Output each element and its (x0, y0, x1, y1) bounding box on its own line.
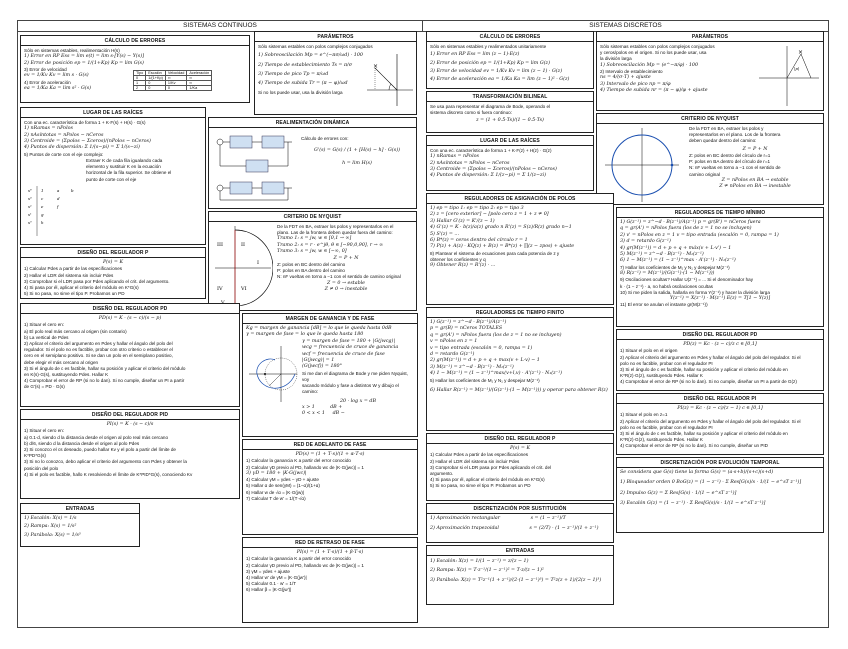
text-line: horizontal de la fila superior. Se obtiene el (86, 170, 172, 176)
box-title: ENTRADAS (21, 505, 139, 514)
box-title: RED DE ADELANTO DE FASE (243, 441, 417, 450)
svg-text:I: I (257, 260, 259, 266)
header-continuos: SISTEMAS CONTINUOS (18, 21, 423, 32)
formula-line: Y(z⁻¹) = X(z⁻¹) · M(z⁻¹) E(z) = T[1 − Y(z)] (669, 296, 771, 302)
formula-line: 1) nRamas = nPolos (430, 154, 479, 160)
formula-line: Tramo 1: s = jw, w ∈ [0,1 → ∞] (277, 236, 352, 242)
text-line: posición del polo (24, 465, 59, 471)
text-line: K*PD*G(s) (24, 453, 46, 459)
text-line: 3) γM = γdes + ajuste (246, 568, 290, 574)
table-cell: 0 (146, 81, 166, 86)
box-nyquist-continuo (208, 211, 417, 311)
table-header: Escalón (146, 71, 166, 76)
text-line: 1) Situar el cero en: (24, 322, 65, 328)
text-line: b) La vertical de Pdes (24, 334, 69, 340)
formula-line: 5) S'(z) = ... (430, 231, 459, 237)
text-line: K*R(z)·G(z), sustituyendo Pdes. Hallar K (620, 373, 703, 379)
box-lugar-raices-discreto (426, 135, 594, 191)
table-cell: 0 (146, 86, 166, 91)
z-plane-pole-diagram (757, 44, 821, 108)
formula-line: p = gr(B) = nCeros TOTALES (430, 326, 503, 332)
formula-line: 1) Sobreoscilación Mp = e^(−πσ/ωd) · 100 (258, 53, 363, 59)
formula-line: Tramo 2: s = r · e^jθ, θ ∈ [−90,0,90], r → ∞ (277, 242, 384, 248)
formula-line: Z = nPolos en BA → estable (721, 177, 789, 183)
box-title: CÁLCULO DE ERRORES (21, 37, 249, 46)
nyquist-margin-diagram (247, 344, 299, 404)
text-line: 4) Calcular γM = γdes − γD + ajuste (246, 477, 319, 483)
text-line: b) d/6, siendo d la distancia desde el origen al polo Pdes (24, 440, 140, 446)
table-cell: 2 (134, 86, 146, 91)
formula-line: G'(s) = G(s) / (1 + [H(s) − h] · G(s)) (314, 148, 400, 154)
text-line: polo no es factible, probar con el regulador PI (620, 360, 713, 366)
formula-line: 3) Parábola: X(z) = T²z⁻¹(1 + z⁻¹)/(2·(1 − z⁻¹)³) = T²z(z + 1)/(2(z − 1)³) (430, 577, 602, 583)
routh-table-figure (27, 186, 83, 236)
text-line: plano. Las de la frontera deben quedar fuera del camino: (277, 230, 393, 236)
header-discretos: SISTEMAS DISCRETOS (423, 21, 828, 32)
formula-line: 6) 1 − M(z⁻¹) = (1 − z⁻¹)^max · A'(z⁻¹) · N₁(z⁻¹) (620, 258, 736, 264)
box-title: DISEÑO DEL REGULADOR P (21, 249, 205, 258)
svg-text:g: g (41, 212, 44, 217)
formula-line: h = lim H(s) (342, 160, 372, 166)
text-line: 4) Si pasa por él, aplicar el criterio del módulo en K*G(s) (24, 285, 139, 291)
formula-line: 2) Tiempo de establecimiento Ts = π/σ (258, 62, 353, 68)
formula-line: 3) d = retardo G(z⁻¹) (620, 239, 671, 245)
formula-line: |G(jwcg)| = 1 (302, 358, 335, 364)
formula-line: PD(s) = K · (s − c)/(s − p) (98, 316, 162, 321)
text-line: 3) Error de velocidad (24, 67, 67, 73)
cheat-sheet-page (17, 20, 829, 628)
formula-line: 0 < x < 1 dB − (302, 411, 345, 417)
formula-line: 3) Centroide = (Σpolos − Σceros)/(nPolos − nCeros) (430, 167, 557, 173)
box-realimentacion-dinamica (208, 117, 417, 209)
table-cell: ∞ (187, 81, 212, 86)
formula-line: ea = 1/Ka Ka = lim s² · G(s) (24, 85, 92, 91)
formula-line: 9) Obtener R(z) = R'(z) · ... (430, 263, 496, 269)
formula-line: 2) Error de posición ep = 1/(1+Kp) Kp = lim G(z) (430, 60, 550, 66)
text-line: de G'(s) = PD · G(s) (24, 384, 65, 390)
text-line: 4) Si el polo es factible, hallo K resolviendo el límite de K*PID*G(s), conociendo Kv (24, 471, 193, 477)
text-line: 4) Hallar w' de γM = |K·G(jw')| (246, 575, 307, 581)
text-line: 6) Hallar β = |K·G(jw')| (246, 587, 292, 593)
text-line: 10) Si me piden la salida, hallarla en forma Y(z⁻¹) y hacer la división larga (620, 289, 770, 295)
text-line: polo no es factible, probar con el regulador PI (620, 424, 713, 430)
svg-text:f: f (57, 204, 59, 209)
formula-line: 1) Error en RP Ess = lim e(t) = lim s·[Y(s) − Y(s)] (24, 54, 144, 60)
box-title: MARGEN DE GANANCIA Y DE FASE (243, 315, 417, 324)
box-parametros-discreto (596, 31, 824, 111)
text-line: cero en el semiplano positivo. Si se dan un polo en el semiplano positivo, (24, 353, 173, 359)
text-line: 2) Hallar el LDR del sistema sin incluir Pdes (24, 272, 114, 278)
formula-line: 2) Rampa: X(z) = T·z⁻¹/(1 − z⁻¹)² = T·z/(z − 1)² (430, 568, 544, 574)
formula-line: γ = margen de fase = 180 + |G(jwcg)| (302, 338, 395, 344)
formula-line: 2) Rampa: X(s) = 1/s² (24, 524, 77, 530)
text-line: a) El polo real más cercano al origen (sin contario) (24, 328, 127, 334)
text-line: Z: polos en BC dentro del camino (277, 262, 346, 268)
formula-line: 3) Error de velocidad ev = 1/Kv Kv = lim (z − 1) · G(z) (430, 69, 563, 75)
text-line: 1) Calcular la ganancia K a partir del error conocido (246, 556, 351, 562)
formula-line: 2) nAsíntotas = nPolos − nCeros (430, 160, 510, 166)
formula-line: 3) Escalón G(z) = (1 − z⁻¹) · Σ Res[G(s)/s · 1/(1 − e^sT z⁻¹)] (620, 501, 766, 507)
formula-line: v = nPolos en z = 1 (430, 339, 478, 345)
formula-line: 4) 1 − M(z⁻¹) = (1 − z⁻¹)^max(v+l,v) · A'(z⁻¹) · N₁(z⁻¹) (430, 371, 562, 377)
formula-line: PI(s) = K · (s − c)/s (106, 422, 154, 427)
svg-text:s¹: s¹ (28, 212, 32, 217)
formula-line: 1) Error en RP Ess = lim (z − 1)·E(z) (430, 52, 520, 58)
table-cell: 1/(1+Kp) (146, 76, 166, 81)
svg-text:a: a (57, 188, 60, 193)
text-line: 2) Aplicar el criterio del argumento en Pdes y hallar el ángulo del polo del regulador. Si el (620, 354, 801, 360)
text-line: 5) Puntos de corte con el eje complejo: (24, 151, 104, 157)
formula-line: Z ≠ 0 → inestable (324, 287, 368, 293)
text-line: Sólo sistemas estables con polos complejos conjugados (258, 44, 373, 49)
formula-line: 1) G(z⁻¹) = z^−d · B(z⁻¹)/A(z⁻¹) p = gr(B') = nCeros fuera (620, 220, 761, 225)
text-line: 4) Error de aceleración (24, 79, 71, 85)
box-title: RED DE RETRASO DE FASE (243, 539, 417, 548)
formula-line: 6) Hallar R(z⁻¹) = M(z⁻¹)/(G(z⁻¹)·(1 − M(z⁻¹))) y operar para obtener R(z) (430, 387, 608, 393)
box-title: CRITERIO DE NYQUIST (209, 213, 416, 222)
box-nyquist-discreto (596, 113, 824, 205)
text-line: y ceros/polos en el origen. Si no los puede usar, usa (600, 50, 707, 56)
formula-line: 4) G'(z) = K · b(z)/a(z) grado n R'(z) = S(z)/R(z) grado n−1 (430, 225, 572, 231)
box-title: REGULADORES DE ASIGNACIÓN DE POLOS (427, 195, 613, 204)
formula-line: d = retardo G(z⁻¹) (430, 352, 475, 358)
formula-line: 1) Sobreoscilación Mp = (e^−π/φ) · 100 (600, 62, 699, 68)
text-line: 7) Hallar los coeficientes de M₁ y N₁ y despejar M(z⁻¹) (620, 264, 730, 270)
svg-text:e: e (41, 204, 44, 209)
formula-line: 2) Impulso G(z) = Σ Res[G(s) · 1/(1 − e^sT z⁻¹)] (620, 490, 737, 496)
box-title: CÁLCULO DE ERRORES (427, 33, 593, 42)
svg-text:II: II (241, 242, 245, 248)
formula-line: 7) P(z) + A(z) · KQ(z) + B(z) = B*(z) + ∏(z − zpos) + ajuste (430, 244, 575, 250)
formula-line: 8) R(z⁻¹) = M(z⁻¹)/(G(z⁻¹)·(1 − M(z⁻¹))) (620, 271, 715, 277)
table-cell: 1/Kv (165, 81, 186, 86)
svg-text:s²: s² (28, 204, 32, 209)
svg-text:×: × (798, 49, 804, 56)
formula-line: 2) v' = nPolos en z = 1 v = tipo entrada (escalón = 0, rampa = 1) (620, 232, 779, 238)
box-disenyo-pi-discreto (616, 393, 824, 455)
formula-line: PI(s) = (1 + T·s)/(1 + β·T·s) (296, 550, 364, 555)
svg-text:d: d (57, 196, 60, 201)
text-line: Sólo en sistemas estables y realimentados unitariamente (430, 44, 547, 49)
formula-line: P(s) = K (102, 260, 124, 265)
box-tiempo-minimo (616, 207, 824, 327)
box-title: DISCRETIZACIÓN POR EVOLUCIÓN TEMPORAL (617, 459, 823, 468)
formula-line: q = gr(A') = nPolos fuera (los de z = 1 no se incluyen) (620, 226, 752, 232)
text-line: N: nF vueltas en torno a −1 con el sentido de camino original (277, 274, 401, 280)
table-cell: ∞ (165, 76, 186, 81)
text-line: Se usa para representar el diagrama de Bode, operando el (430, 104, 551, 109)
text-line: Sólo en sistemas estables, realimentación H(s) (24, 48, 120, 53)
svg-text:|p|: |p| (794, 66, 800, 71)
formula-line: q = gr(A') = nPolos fuera (los de z = 1 no se incluyen) (430, 332, 562, 338)
box-parametros-continuo (254, 31, 417, 115)
text-line: Z: polos en BC dentro del círculo de r=1 (689, 153, 771, 159)
box-title: DISCRETIZACIÓN POR SUSTITUCIÓN (427, 505, 613, 514)
table-cell: 0 (165, 86, 186, 91)
svg-text:VI: VI (241, 286, 247, 292)
formula-line: 1) Escalón: X(s) = 1/s (24, 516, 77, 521)
formula-line: 2) Error de posición ep = 1/(1+Kp) Kp = lim G(s) (24, 60, 144, 66)
box-entradas-discreto (426, 545, 614, 605)
text-line: 4) Comprobar el error de RP (si no lo dan). Si no cumple, diseñar un PI a partir de G(z) (620, 379, 797, 385)
formula-line: γ = margen de fase = lo que le queda hasta 180 (246, 332, 364, 338)
formula-line: 4) Error de aceleración ea = 1/Ka Ka = lim (z − 1)² · G(z) (430, 77, 570, 83)
box-transformacion-bilineal (426, 91, 594, 133)
formula-line: 3) Hallar G'(z) = K'/(z − 1) (430, 218, 495, 224)
text-line: 5) Si no pasa, no sirve el tipo P. Probamos un PD (430, 483, 531, 489)
text-line: 8) Plantear el sistema de ecuaciones para cada potencia de z y (430, 250, 560, 256)
box-title: DISEÑO DEL REGULADOR PID (21, 411, 239, 420)
box-discretizacion-evolucion (616, 457, 824, 533)
box-disenyo-pd-discreto (616, 329, 824, 391)
text-line: 5) Si no pasa, no sirve el tipo P. Probamos un PD (24, 291, 125, 297)
text-line: 3) Si no lo conozco, debo aplicar el criterio del argumento con Pdes y obtener la (24, 459, 187, 465)
text-line: Si no los puede usar, usa la división larga (258, 89, 343, 95)
svg-text:h: h (41, 220, 44, 225)
text-line: 11) El error se anulan el instante gr(M(z⁻¹)) (620, 302, 708, 308)
svg-text:×: × (373, 63, 379, 70)
box-title: REGULADORES DE TIEMPO FINITO (427, 309, 613, 318)
text-line: P: polos en BA dentro del camino (277, 268, 345, 274)
box-title: DISEÑO DEL REGULADOR PD (617, 331, 823, 340)
formula-line: PI(z) = Kc · (z − c)/(z − 1) c ∈ [0,1] (677, 406, 763, 411)
box-red-adelanto (242, 439, 418, 535)
formula-line: 2) Aproximación trapezoidal s = (2/T) · (1 − z⁻¹)/(1 + z⁻¹) (430, 526, 599, 532)
box-disenyo-p-continuo (20, 247, 206, 299)
text-line: Extraer K de cada fila igualando cada (86, 158, 163, 164)
text-line: punto de corte con el eje (86, 176, 137, 182)
formula-line: 4) Tiempo de subida nr = (π − φ)/φ + ajuste (600, 88, 708, 94)
svg-text:s⁴: s⁴ (28, 188, 32, 193)
text-line: 3) Comprobar si el LDR pasa por Pdes aplicando el crit. del (430, 464, 552, 470)
box-disenyo-pi-continuo (20, 409, 240, 499)
formula-line: 3) Centroide = (Σpolos − Σceros)/(nPolos − nCeros) (24, 139, 151, 145)
text-line: 3) Si el ángulo de c es factible, hallar su posición y aplicar el criterio del módulo (24, 365, 186, 371)
text-line: De la FDT en BA, extraer los polos y (689, 126, 764, 131)
formula-line: 2) z = [cero exterior] − [polo cero z = 1 + z ≠ 0] (430, 212, 549, 218)
text-line: 4) Comprobar el error de RP (si no lo dan). Si no cumple, diseñar un PID (620, 443, 769, 449)
formula-line: 1) Aproximación rectangular s = (1 − z⁻¹)/T (430, 516, 566, 521)
text-line: la división larga (600, 56, 632, 62)
formula-line: PD(z) = Kc · (z − c)/z c ∈ [0,1] (683, 342, 757, 347)
svg-text:s⁰: s⁰ (28, 220, 32, 225)
svg-text:1: 1 (41, 188, 44, 193)
formula-line: PD(s) = (1 + T·s)/(1 + α·T·s) (295, 452, 365, 457)
box-disenyo-pd-continuo (20, 303, 240, 407)
formula-line: 4) Tiempo de subida Tr = (π − φ)/ωd (258, 81, 348, 87)
text-line: Con una ec. característica de forma 1 + K·F(z) + H(z) · G(z) (430, 148, 552, 153)
formula-line: Z = P + N (742, 146, 768, 152)
text-line: De la FDT en BA, extraer los polos y representarlos en el (277, 224, 394, 229)
formula-line: wcf = frecuencia de cruce de fase (302, 351, 385, 357)
text-line: en K(s)·G(s), sustituyendo Pdes. Hallar K (24, 372, 109, 378)
table-cell: ∞ (187, 76, 212, 81)
svg-text:c: c (41, 196, 44, 201)
formula-line: 4) Puntos de dispersión: Σ 1/(s−pi) = Σ 1/(s−zi) (24, 145, 140, 151)
box-title: PARÁMETROS (255, 33, 416, 42)
box-title: DISEÑO DEL REGULADOR PI (617, 395, 823, 404)
formula-line: 4) gr(M(z⁻¹)) = d + p + q + máx(v + L·v') − 1 (620, 245, 732, 251)
formula-line: ev = 1/Kv Kv = lim s · G(s) (24, 73, 89, 79)
formula-line: 1) G(z⁻¹) = z^−d · B(z⁻¹)/A(z⁻¹) (430, 320, 507, 325)
table-cell: 1 (134, 81, 146, 86)
text-line: a) 0.1·d, siendo d la distancia desde el origen al polo real más cercano (24, 434, 169, 440)
text-line: regulador. Si el polo no es factible, probar con otro criterio o establecer el (24, 347, 173, 353)
text-line: 6) Hallar w de √α = |K·G(jw)| (246, 489, 304, 495)
formula-line: v = tipo entrada (escalón = 0, rampa = 1) (430, 345, 533, 351)
text-line: Con una ec. característica de forma 1 + K·F(s) + H(s) · G(s) (24, 120, 146, 125)
box-entradas-continuo (20, 503, 140, 547)
formula-line: Z ≠ nPolos en BA → inestable (719, 184, 791, 190)
text-line: 2) Calcular γD previo al PD, hallando wc de |K·G(jwc)| = 1 (246, 464, 364, 470)
formula-line: 3) γD = 180 + |K·G(jwc)| (246, 470, 307, 476)
text-line: 1) Situar el polo en el origen (620, 348, 678, 354)
formula-line: 3) Parábola: X(s) = 1/s³ (24, 532, 81, 538)
text-line: 3) Si el ángulo de c es factible, hallar su posición y aplicar el criterio del módulo en (620, 367, 788, 373)
unit-circle-diagram (603, 126, 681, 204)
formula-line: wcg = frecuencia de cruce de ganancia (302, 345, 399, 351)
formula-line: 5) M(z⁻¹) = z^−d · B(z⁻¹) · M₁(z⁻¹) (620, 252, 704, 258)
box-title: REALIMENTACIÓN DINÁMICA (209, 119, 416, 128)
table-header: Aceleración (187, 71, 212, 76)
error-type-table (133, 70, 212, 91)
svg-text:III: III (217, 242, 223, 248)
box-title: CRITERIO DE NYQUIST (597, 115, 823, 124)
table-cell: 0 (134, 76, 146, 81)
text-line: 2) Aplicar el criterio del argumento en Pdes y hallar el ángulo del polo del regulador. Si el (620, 418, 801, 424)
formula-line: 1) Escalón: X(z) = 1/(1 − z⁻¹) = z/(z − 1) (430, 559, 529, 564)
text-line: Cálculo de errores con: (301, 136, 349, 141)
text-line: sistema discreto como si fuera continuo: (430, 110, 512, 116)
box-lugar-raices-continuo (20, 107, 206, 245)
table-cell: 1/Ka (187, 86, 212, 91)
text-line: 2) Calcular γD previo al PD, hallando wc de |K·G(jwc)| = 1 (246, 562, 364, 568)
box-title: DISEÑO DEL REGULADOR PD (21, 305, 239, 314)
table-header: Velocidad (165, 71, 186, 76)
formula-line: 3) Tiempo de pico Tp = π/ωd (258, 72, 329, 78)
text-line: 9) Oscilaciones ocultas? Hallar U(z⁻¹) = ... Si el denominador hay (620, 277, 754, 283)
text-line: 4) Comprobar el error de RP (si no lo dan). Si no cumple, diseñar un PI a partir (24, 378, 185, 384)
formula-line: Z = 0 → estable (326, 280, 366, 286)
text-line: 1) Calcular Pdes a partir de las especificaciones (24, 266, 123, 272)
text-line: 1) Situar el polo en z=1 (620, 412, 668, 418)
text-line: camino original (689, 171, 720, 177)
box-title: DISEÑO DEL REGULADOR P (427, 435, 613, 444)
formula-line: z = (1 + 0.5·Ts)/(1 − 0.5·Ts) (476, 118, 544, 124)
box-discretizacion-sustitucion (426, 503, 614, 543)
box-calculo-errores-continuo (20, 35, 250, 103)
box-calculo-errores-discreto (426, 31, 594, 89)
formula-line: 1) ep = tipo 1: ep = tipo 2: ep = tipo 3 (430, 206, 524, 211)
text-line: 4) Si pasa por él, aplicar el criterio del módulo en K*G(s) (430, 477, 545, 483)
formula-line: (G(jwcf)) = 180° (302, 364, 342, 370)
formula-line: 3) M(z⁻¹) = z^−d · B(z⁻¹) · M₁(z⁻¹) (430, 364, 514, 370)
text-line: 1) Calcular Pdes a partir de las especificaciones (430, 452, 529, 458)
text-line: 1) Calcular la ganancia K a partir del error conocido (246, 458, 351, 464)
table-header: Tipo (134, 71, 146, 76)
box-title: PARÁMETROS (597, 33, 823, 42)
text-line: 3) Si el ángulo de c es factible, hallar su posición y aplicar el criterio del módulo en (620, 431, 788, 437)
formula-line: ns = 4/(σ·T) + ajuste (600, 75, 651, 81)
formula-line: 1) Bloqueador orden 0 BoG(z) = (1 − z⁻¹) · Σ Res[G(s)/s · 1/(1 − e^sT z⁻¹)] (620, 480, 802, 486)
text-line: 3) Comprobar si el LDR pasa por Pdes aplicando el crit. del argumento. (24, 278, 170, 284)
box-margen-ganancia-fase (242, 313, 418, 437)
svg-text:IV: IV (217, 286, 223, 292)
formula-line: P(s) = K (509, 446, 531, 451)
text-line: P: polos en BA dentro del círculo de r=1 (689, 159, 771, 165)
box-disenyo-p-discreto (426, 433, 614, 501)
formula-line: Kg = margen de ganancia [dB] = lo que le queda hasta 0dB (246, 326, 392, 331)
text-line: elemento y sustituir K en la ecuación (86, 164, 161, 170)
text-line: representarlos en el plano. Los de la frontera (689, 132, 781, 138)
text-line: 1) Situar el cero en: (24, 428, 65, 434)
formula-line: x > 1 dB + (302, 405, 343, 411)
text-line: 2) Si conozco el cs deseado, puedo hallar Kv y el polo a partir del límite de (24, 447, 176, 453)
box-title: LUGAR DE LAS RAÍCES (21, 109, 205, 118)
formula-line: Tramo 3: s = jw, w ∈ [−∞, 0] (277, 249, 347, 255)
formula-line: Se considera que G(s) tiene la forma G(s) = (a·s+b)/(s+c)(s+d) (620, 470, 774, 475)
formula-line: 3) Intervalo de pico np = π/φ (600, 81, 671, 87)
text-line: N: nF vueltas en torno a −1 con el sentido de (689, 165, 781, 171)
box-title: REGULADORES DE TIEMPO MÍNIMO (617, 209, 823, 218)
box-red-retraso (242, 537, 418, 623)
text-line: argumento. (430, 471, 454, 477)
svg-text:b: b (71, 188, 74, 193)
text-line: 7) Calcular T de w' = 1/(T·√α) (246, 495, 306, 501)
text-line: debe elegir el más cercano al origen (24, 359, 99, 365)
svg-text:s³: s³ (28, 196, 32, 201)
box-asignacion-polos (426, 193, 614, 305)
formula-line: 6) B*(z) = ceros dentro del círculo r = 1 (430, 238, 528, 244)
formula-line: 20 · log x = dB (339, 398, 377, 404)
formula-line: 4) Puntos de dispersión: Σ 1/(z−pi) = Σ 1/(z−zi) (430, 173, 546, 179)
formula-line: 2) gr(M(z⁻¹)) = d + p + q + max(v + L·v) − 1 (430, 358, 540, 364)
formula-line: 2) nAsíntotas = nPolos − nCeros (24, 132, 104, 138)
formula-line: Z = P + N (333, 255, 359, 261)
nyquist-contour-diagram (213, 224, 273, 310)
text-line: 5) Hallar los coeficientes de M₁ y N₁ y despejar M(z⁻¹) (430, 377, 540, 383)
text-line: 5) Calcular 0.1 · w' = 1/T (246, 581, 297, 587)
box-title: LUGAR DE LAS RAÍCES (427, 137, 593, 146)
text-line: K*R(z)·G(z), sustituyendo Pdes. Hallar K (620, 437, 703, 443)
formula-line: 1) nRamas = nPolos (24, 126, 73, 132)
text-line: 2) Aplicar el criterio del argumento en Pdes y hallar el ángulo del polo del (24, 341, 173, 347)
text-line: Sólo sistemas estables con polos complejos conjugados (600, 44, 715, 49)
text-line: 2) Hallar el LDR del sistema sin incluir Pdes (430, 458, 520, 464)
box-title: ENTRADAS (427, 547, 613, 556)
text-line: deben quedar dentro del camino: (689, 138, 757, 144)
text-line: sacando módulo y fase a distintos W y dibujo el camino: (302, 383, 399, 395)
feedback-block-diagram (212, 130, 294, 206)
pole-plane-diagram (363, 50, 415, 108)
text-line: 2) Intervalo de establecimiento (600, 69, 663, 75)
box-tiempo-finito (426, 307, 614, 431)
text-line: 5) Hallar α de sen(γM) = (1−α)/(1+α) (246, 483, 320, 489)
text-line: k · (1 − z⁻¹) · a, no habrá oscilaciones ocultas (620, 283, 713, 289)
text-line: obtener los coeficientes y q (430, 257, 486, 263)
box-title: TRANSFORMACIÓN BILINEAL (427, 93, 593, 102)
text-line: Si me dan el diagrama de Bode y me piden Nyquist, voy (302, 370, 408, 383)
